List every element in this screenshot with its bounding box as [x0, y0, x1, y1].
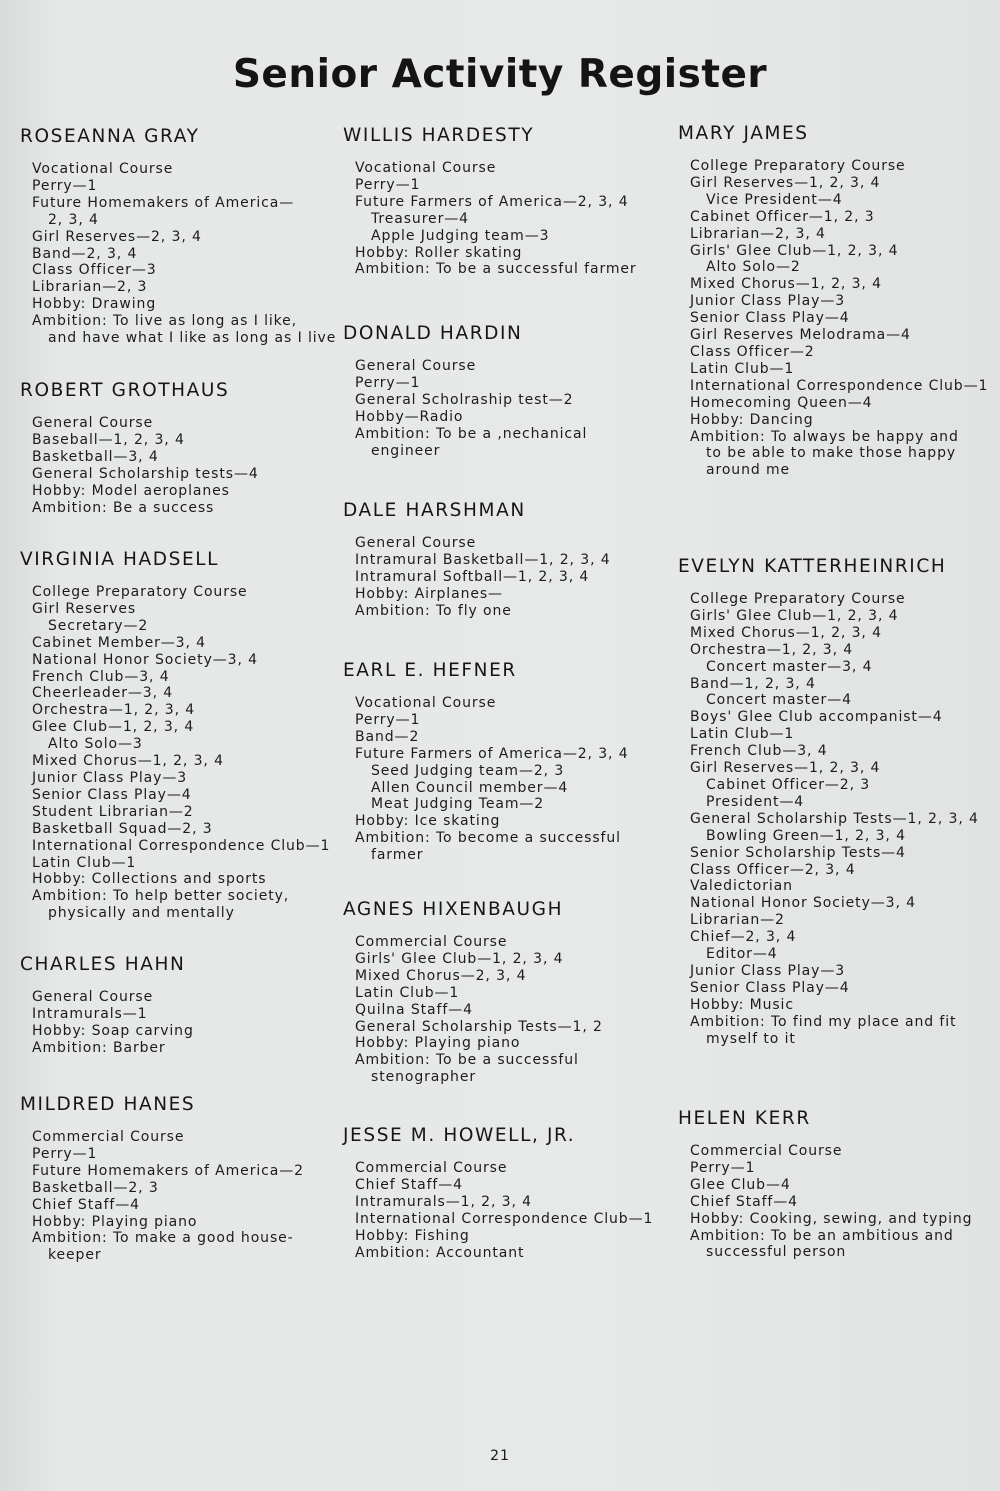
activity-line: Vice President—4 [706, 191, 843, 208]
activity-line: Chief Staff—4 [32, 1196, 140, 1213]
activity-line: Senior Class Play—4 [690, 979, 850, 996]
activity-line: Ambition: Be a success [32, 499, 215, 516]
activity-line: Alto Solo—2 [706, 259, 801, 276]
activity-line: around me [706, 462, 791, 479]
activity-line: General Course [355, 535, 477, 551]
activity-line: Hobby: Music [690, 996, 794, 1013]
activity-line: Ambition: To help better society, [32, 888, 290, 905]
activity-line: to be able to make those happy [706, 445, 957, 462]
activity-list [355, 695, 629, 864]
activity-line: Girls' Glee Club—1, 2, 3, 4 [690, 242, 899, 259]
activity-line: Girl Reserves—1, 2, 3, 4 [690, 174, 881, 191]
activity-list [690, 591, 979, 1047]
activity-line: Treasurer—4 [371, 210, 469, 227]
activity-line: Commercial Course [32, 1129, 185, 1145]
student-entry [678, 123, 988, 479]
student-name: EVELYN KATTERHEINRICH [678, 556, 947, 577]
activity-line: Hobby: Fishing [355, 1227, 470, 1244]
activity-line: Ambition: To be a successful farmer [355, 261, 637, 278]
activity-list [355, 160, 637, 278]
activity-line: Cabinet Member—3, 4 [32, 634, 206, 651]
activity-line: successful person [706, 1244, 847, 1261]
activity-line: 2, 3, 4 [48, 211, 99, 228]
activity-list [32, 161, 336, 347]
activity-line: College Preparatory Course [690, 591, 906, 607]
student-name: AGNES HIXENBAUGH [343, 899, 564, 920]
activity-line: Librarian—2 [690, 912, 785, 929]
activity-line: Girl Reserves Melodrama—4 [690, 327, 911, 344]
activity-line: Hobby: Collections and sports [32, 871, 267, 888]
activity-line: Editor—4 [706, 946, 778, 963]
activity-line: Student Librarian—2 [32, 803, 194, 820]
activity-line: Orchestra—1, 2, 3, 4 [690, 641, 854, 658]
activity-line: Ambition: To become a successful [355, 830, 621, 847]
activity-line: Latin Club—1 [32, 854, 137, 871]
activity-list [355, 535, 611, 620]
activity-line: General Scholarship Tests—1, 2 [355, 1018, 603, 1035]
activity-list [355, 358, 587, 459]
activity-line: Bowling Green—1, 2, 3, 4 [706, 827, 906, 844]
activity-line: Hobby: Dancing [690, 411, 814, 428]
activity-line: Hobby: Ice skating [355, 813, 501, 830]
activity-list [690, 158, 988, 479]
activity-line: Band—1, 2, 3, 4 [690, 675, 816, 692]
student-name: HELEN KERR [678, 1108, 811, 1129]
activity-line: Mixed Chorus—2, 3, 4 [355, 967, 527, 984]
activity-line: General Scholarship tests—4 [32, 465, 259, 482]
activity-line: International Correspondence Club—1 [355, 1210, 654, 1227]
activity-line: Senior Class Play—4 [690, 310, 850, 327]
activity-line: Vocational Course [355, 160, 497, 176]
activity-line: Junior Class Play—3 [32, 769, 188, 786]
activity-line: Ambition: To fly one [355, 602, 512, 619]
activity-line: Meat Judging Team—2 [371, 796, 545, 813]
student-entry [20, 380, 259, 516]
activity-line: keeper [48, 1247, 102, 1264]
activity-line: Cabinet Officer—2, 3 [706, 776, 871, 793]
activity-line: Perry—1 [32, 177, 98, 194]
activity-line: Hobby: Roller skating [355, 244, 523, 261]
activity-line: Chief Staff—4 [355, 1176, 463, 1193]
student-name: VIRGINIA HADSELL [20, 549, 220, 570]
student-name: JESSE M. HOWELL, JR. [343, 1125, 576, 1146]
activity-line: farmer [371, 847, 424, 864]
activity-line: Mixed Chorus—1, 2, 3, 4 [32, 753, 224, 770]
activity-line: Girl Reserves [32, 600, 137, 617]
activity-line: Ambition: To make a good house- [32, 1230, 294, 1247]
activity-line: Hobby: Soap carving [32, 1022, 194, 1039]
activity-line: Intramural Softball—1, 2, 3, 4 [355, 568, 590, 585]
activity-line: International Correspondence Club—1 [690, 377, 989, 394]
activity-line: Class Officer—2 [690, 343, 815, 360]
page-number: 21 [490, 1448, 510, 1464]
student-entry [20, 549, 330, 922]
activity-line: Ambition: To find my place and fit [690, 1013, 957, 1030]
activity-line: Concert master—4 [706, 692, 852, 709]
student-entry [20, 954, 194, 1057]
activity-line: Band—2 [355, 728, 420, 745]
activity-list [32, 584, 330, 922]
activity-line: Junior Class Play—3 [690, 293, 846, 310]
activity-line: College Preparatory Course [690, 158, 906, 174]
activity-line: Concert master—3, 4 [706, 658, 873, 675]
activity-line: Future Farmers of America—2, 3, 4 [355, 745, 629, 762]
activity-line: Perry—1 [355, 176, 421, 193]
activity-line: Glee Club—1, 2, 3, 4 [32, 719, 195, 736]
activity-line: Junior Class Play—3 [690, 962, 846, 979]
activity-line: Hobby: Playing piano [32, 1213, 198, 1230]
activity-line: Mixed Chorus—1, 2, 3, 4 [690, 624, 882, 641]
activity-line: Basketball—3, 4 [32, 448, 159, 465]
activity-line: Perry—1 [690, 1159, 756, 1176]
activity-line: Commercial Course [690, 1143, 843, 1159]
activity-line: Class Officer—2, 3, 4 [690, 861, 856, 878]
activity-line: stenographer [371, 1069, 476, 1086]
student-entry [343, 500, 611, 620]
activity-line: National Honor Society—3, 4 [690, 895, 916, 912]
student-name: CHARLES HAHN [20, 954, 186, 975]
activity-line: General Course [32, 415, 154, 431]
student-name: ROBERT GROTHAUS [20, 380, 230, 401]
activity-line: Allen Council member—4 [371, 779, 569, 796]
activity-line: Seed Judging team—2, 3 [371, 762, 565, 779]
activity-line: Hobby: Cooking, sewing, and typing [690, 1210, 973, 1227]
activity-line: General Scholarship Tests—1, 2, 3, 4 [690, 810, 979, 827]
activity-line: Cabinet Officer—1, 2, 3 [690, 208, 875, 225]
student-entry [678, 1108, 972, 1261]
student-name: MARY JAMES [678, 123, 809, 144]
activity-line: Intramurals—1 [32, 1005, 148, 1022]
activity-line: Glee Club—4 [690, 1176, 791, 1193]
student-name: ROSEANNA GRAY [20, 126, 200, 147]
activity-line: General Course [355, 358, 477, 374]
activity-line: Future Homemakers of America— [32, 194, 295, 211]
student-entry [343, 125, 637, 278]
student-entry [20, 126, 336, 347]
activity-line: Commercial Course [355, 1160, 508, 1176]
activity-line: Hobby: Drawing [32, 296, 157, 313]
activity-line: Latin Club—1 [690, 360, 795, 377]
student-name: WILLIS HARDESTY [343, 125, 535, 146]
activity-line: Baseball—1, 2, 3, 4 [32, 431, 185, 448]
activity-line: Commercial Course [355, 934, 508, 950]
activity-line: Ambition: Accountant [355, 1244, 525, 1261]
activity-list [32, 1129, 304, 1264]
activity-line: physically and mentally [48, 905, 235, 922]
activity-line: Senior Class Play—4 [32, 786, 192, 803]
activity-line: engineer [371, 442, 441, 459]
activity-line: Apple Judging team—3 [371, 227, 550, 244]
activity-line: Intramurals—1, 2, 3, 4 [355, 1193, 532, 1210]
activity-list [690, 1143, 972, 1261]
activity-line: Ambition: To live as long as I like, [32, 313, 298, 330]
student-name: DONALD HARDIN [343, 323, 523, 344]
activity-line: Valedictorian [690, 878, 793, 895]
activity-line: General Scholraship test—2 [355, 391, 574, 408]
activity-line: Hobby—Radio [355, 408, 464, 425]
activity-line: Girls' Glee Club—1, 2, 3, 4 [690, 607, 899, 624]
activity-line: National Honor Society—3, 4 [32, 651, 258, 668]
activity-line: Chief—2, 3, 4 [690, 929, 797, 946]
activity-line: Girls' Glee Club—1, 2, 3, 4 [355, 950, 564, 967]
student-entry [678, 556, 979, 1047]
activity-line: Future Homemakers of America—2 [32, 1162, 304, 1179]
activity-line: Hobby: Playing piano [355, 1035, 521, 1052]
student-entry [343, 899, 603, 1086]
activity-line: myself to it [706, 1030, 796, 1047]
activity-line: Class Officer—3 [32, 262, 157, 279]
activity-line: Ambition: To be a successful [355, 1052, 579, 1069]
activity-list [32, 415, 259, 516]
activity-line: Hobby: Model aeroplanes [32, 482, 230, 499]
student-entry [20, 1094, 304, 1264]
activity-line: Girl Reserves—2, 3, 4 [32, 228, 202, 245]
student-name: DALE HARSHMAN [343, 500, 526, 521]
activity-line: Chief Staff—4 [690, 1193, 798, 1210]
activity-line: Alto Solo—3 [48, 736, 143, 753]
activity-line: Librarian—2, 3, 4 [690, 225, 826, 242]
student-name: EARL E. HEFNER [343, 660, 517, 681]
activity-line: Vocational Course [32, 161, 174, 177]
student-entry [343, 323, 587, 459]
activity-list [355, 934, 603, 1086]
activity-list [355, 1160, 653, 1261]
activity-list [32, 989, 194, 1057]
activity-line: Perry—1 [32, 1145, 98, 1162]
activity-line: Perry—1 [355, 374, 421, 391]
activity-line: Vocational Course [355, 695, 497, 711]
activity-line: French Club—3, 4 [690, 743, 828, 760]
activity-line: Orchestra—1, 2, 3, 4 [32, 702, 196, 719]
activity-line: Intramural Basketball—1, 2, 3, 4 [355, 551, 611, 568]
activity-line: Latin Club—1 [355, 984, 460, 1001]
activity-line: Basketball Squad—2, 3 [32, 820, 213, 837]
page-title: Senior Activity Register [232, 52, 768, 97]
activity-line: Perry—1 [355, 711, 421, 728]
student-entry [343, 660, 629, 864]
activity-line: Boys' Glee Club accompanist—4 [690, 709, 943, 726]
activity-line: Ambition: To always be happy and [690, 428, 959, 445]
activity-line: Future Farmers of America—2, 3, 4 [355, 193, 629, 210]
activity-line: and have what I like as long as I live [48, 330, 337, 347]
activity-line: Homecoming Queen—4 [690, 394, 873, 411]
activity-line: Cheerleader—3, 4 [32, 685, 174, 702]
activity-line: Secretary—2 [48, 617, 149, 634]
activity-line: Hobby: Airplanes— [355, 585, 503, 602]
student-name: MILDRED HANES [20, 1094, 196, 1115]
activity-line: Latin Club—1 [690, 726, 795, 743]
activity-line: Ambition: To be a ,nechanical [355, 425, 588, 442]
activity-line: Band—2, 3, 4 [32, 245, 138, 262]
activity-line: Quilna Staff—4 [355, 1001, 473, 1018]
activity-line: College Preparatory Course [32, 584, 248, 600]
activity-line: Mixed Chorus—1, 2, 3, 4 [690, 276, 882, 293]
activity-line: International Correspondence Club—1 [32, 837, 331, 854]
activity-line: President—4 [706, 793, 805, 810]
activity-line: French Club—3, 4 [32, 668, 170, 685]
activity-line: Girl Reserves—1, 2, 3, 4 [690, 760, 881, 777]
activity-line: Basketball—2, 3 [32, 1179, 159, 1196]
student-entry [343, 1125, 653, 1261]
activity-line: Librarian—2, 3 [32, 279, 148, 296]
activity-line: Ambition: To be an ambitious and [690, 1227, 954, 1244]
activity-line: Senior Scholarship Tests—4 [690, 844, 906, 861]
activity-line: Ambition: Barber [32, 1039, 166, 1056]
activity-line: General Course [32, 989, 154, 1005]
